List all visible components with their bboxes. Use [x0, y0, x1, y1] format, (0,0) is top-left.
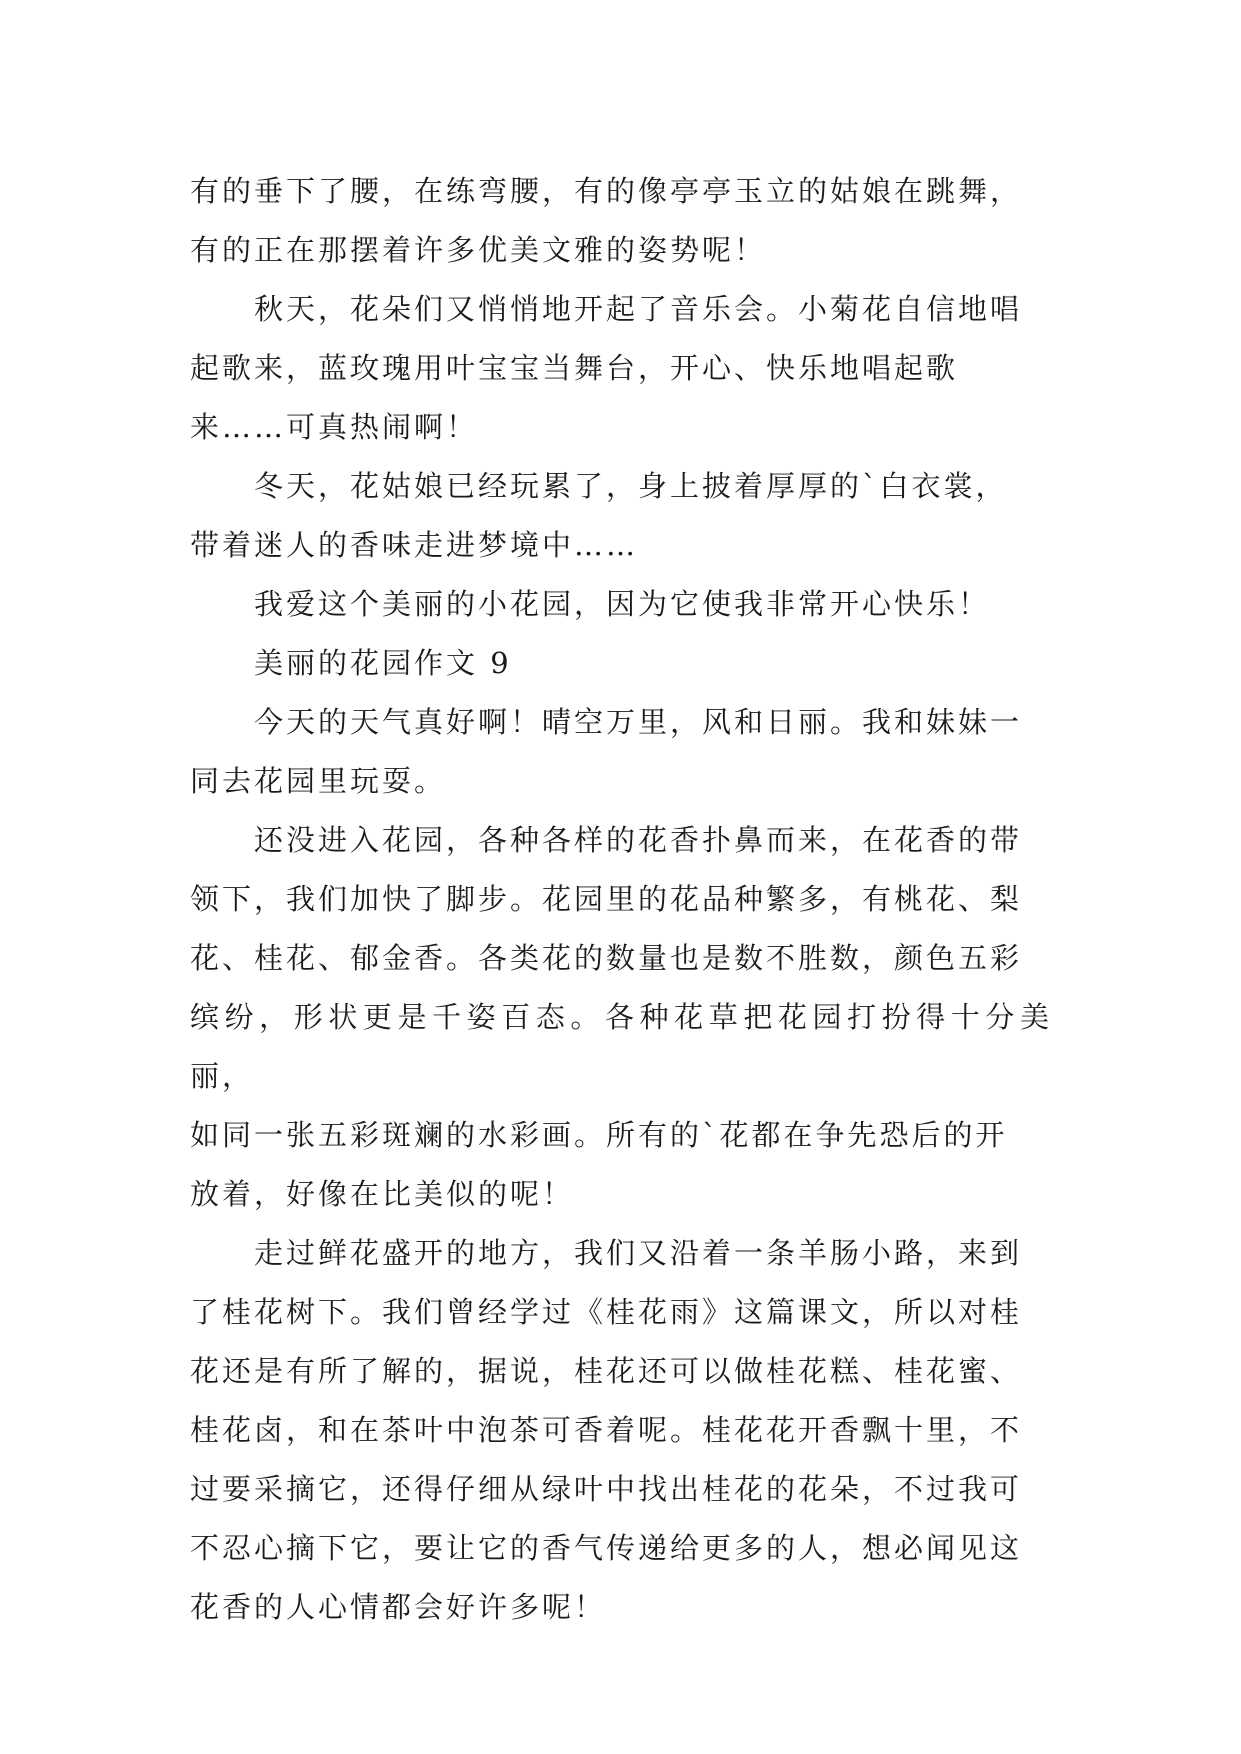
- essay-heading: 美丽的花园作文 9: [254, 646, 512, 680]
- paragraph-autumn: 秋天，花朵们又悄悄地开起了音乐会。小菊花自信地唱 起歌来，蓝玫瑰用叶宝宝当舞台，开心、快乐地唱起歌 来……可真热闹啊！: [190, 292, 1023, 444]
- paragraph-weather: 今天的天气真好啊！晴空万里，风和日丽。我和妹妹一 同去花园里玩耍。: [190, 705, 1023, 798]
- paragraph-winter: 冬天，花姑娘已经玩累了，身上披着厚厚的`白衣裳， 带着迷人的香味走进梦境中……: [190, 469, 1008, 562]
- paragraph-osmanthus: 走过鲜花盛开的地方，我们又沿着一条羊肠小路，来到 了桂花树下。我们曾经学过《桂花雨》这篇课文，所以对桂 花还是有所了解的，据说，桂花还可以做桂花糕、桂花蜜、 桂花卤，和在茶叶中泡茶可香着呢。桂花花开香飘十里，不 过要采摘它，还得仔细从绿叶中找出桂花的花朵，不过我可 不忍心摘下它，要让它的香气传递给更多的人，想必闻见这 花香的人心情都会好许多呢！: [190, 1236, 1023, 1624]
- document-page: [190, 162, 1052, 1637]
- paragraph-summer-flowers: 有的垂下了腰，在练弯腰，有的像亭亭玉立的姑娘在跳舞， 有的正在那摆着许多优美文雅的姿势呢！: [190, 174, 1023, 267]
- paragraph-conclusion: 我爱这个美丽的小花园，因为它使我非常开心快乐！: [254, 587, 991, 621]
- paragraph-garden-flowers: 还没进入花园，各种各样的花香扑鼻而来，在花香的带 领下，我们加快了脚步。花园里的花品种繁多，有桃花、梨 花、桂花、郁金香。各类花的数量也是数不胜数，颜色五彩 缤纷，形状更是千姿百态。各种花草把花园打扮得十分美丽， 如同一张五彩斑斓的水彩画。所有的`花都在争先恐后的开 放着，好像在比美似的呢！: [190, 823, 1052, 1211]
